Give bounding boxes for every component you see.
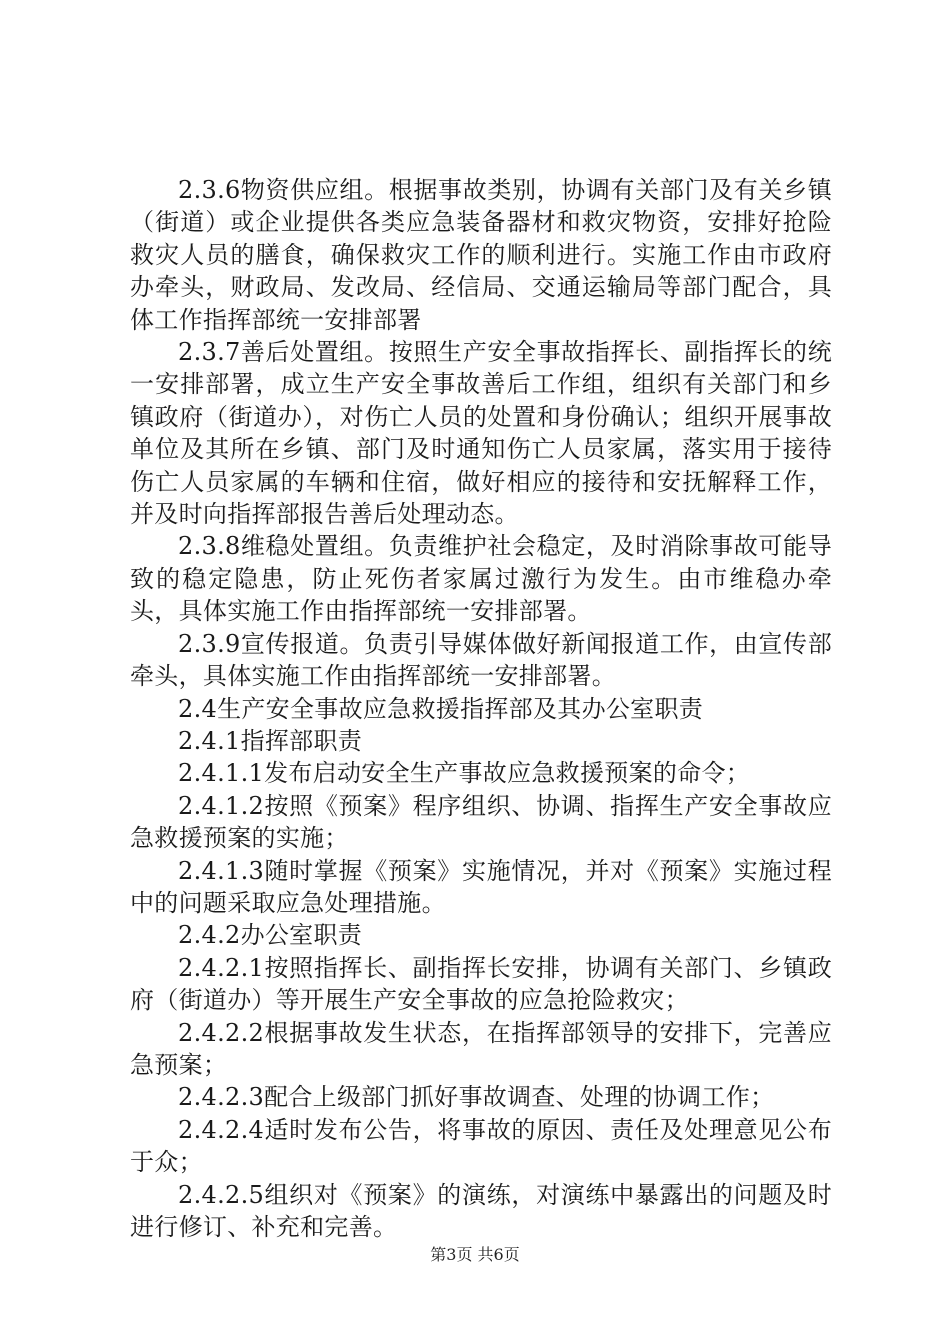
paragraph-2-4-2-5: 2.4.2.5组织对《预案》的演练，对演练中暴露出的问题及时进行修订、补充和完善。 xyxy=(130,1180,832,1241)
heading-2-4: 2.4生产安全事故应急救援指挥部及其办公室职责 xyxy=(178,694,704,723)
paragraph-2-3-9: 2.3.9宣传报道。负责引导媒体做好新闻报道工作，由宣传部牵头，具体实施工作由指挥部统一安排部署。 xyxy=(130,629,832,691)
paragraph-2-4-2-1: 2.4.2.1按照指挥长、副指挥长安排，协调有关部门、乡镇政府（街道办）等开展生产安全事故的应急抢险救灾； xyxy=(130,953,832,1015)
paragraph-2-4-2-2: 2.4.2.2根据事故发生状态，在指挥部领导的安排下，完善应急预案； xyxy=(130,1018,832,1079)
paragraph-2-3-6: 2.3.6物资供应组。根据事故类别，协调有关部门及有关乡镇（街道）或企业提供各类应急装备器材和救灾物资，安排好抢险救灾人员的膳食，确保救灾工作的顺利进行。实施工作由市政府办牵头，财政局、发改局、经信局、交通运输局等部门配合，具体工作指挥部统一安排部署 xyxy=(130,176,832,334)
paragraph-2-4-2-3: 2.4.2.3配合上级部门抓好事故调查、处理的协调工作； xyxy=(178,1083,775,1112)
heading-2-4-1: 2.4.1指挥部职责 xyxy=(178,726,363,755)
page-number-footer: 第3页 共6页 xyxy=(430,1245,520,1264)
paragraph-2-4-1-2: 2.4.1.2按照《预案》程序组织、协调、指挥生产安全事故应急救援预案的实施； xyxy=(130,791,832,853)
paragraph-2-3-8: 2.3.8维稳处置组。负责维护社会稳定，及时消除事故可能导致的稳定隐患，防止死伤者家属过激行为发生。由市维稳办牵头，具体实施工作由指挥部统一安排部署。 xyxy=(130,532,832,626)
heading-2-4-2: 2.4.2办公室职责 xyxy=(178,921,363,950)
paragraph-2-4-1-3: 2.4.1.3随时掌握《预案》实施情况，并对《预案》实施过程中的问题采取应急处理措施。 xyxy=(130,856,832,917)
paragraph-2-4-2-4: 2.4.2.4适时发布公告，将事故的原因、责任及处理意见公布于众； xyxy=(130,1115,832,1177)
paragraph-2-4-1-1: 2.4.1.1发布启动安全生产事故应急救援预案的命令； xyxy=(178,759,751,788)
paragraph-2-3-7: 2.3.7善后处置组。按照生产安全事故指挥长、副指挥长的统一安排部署，成立生产安全事故善后工作组，组织有关部门和乡镇政府（街道办），对伤亡人员的处置和身份确认；组织开展事故单位及其所在乡镇、部门及时通知伤亡人员家属，落实用于接待伤亡人员家属的车辆和住宿，做好相应的接待和安抚解释工作，并及时向指挥部报告善后处理动态。 xyxy=(130,338,832,529)
document-body xyxy=(130,174,832,1243)
